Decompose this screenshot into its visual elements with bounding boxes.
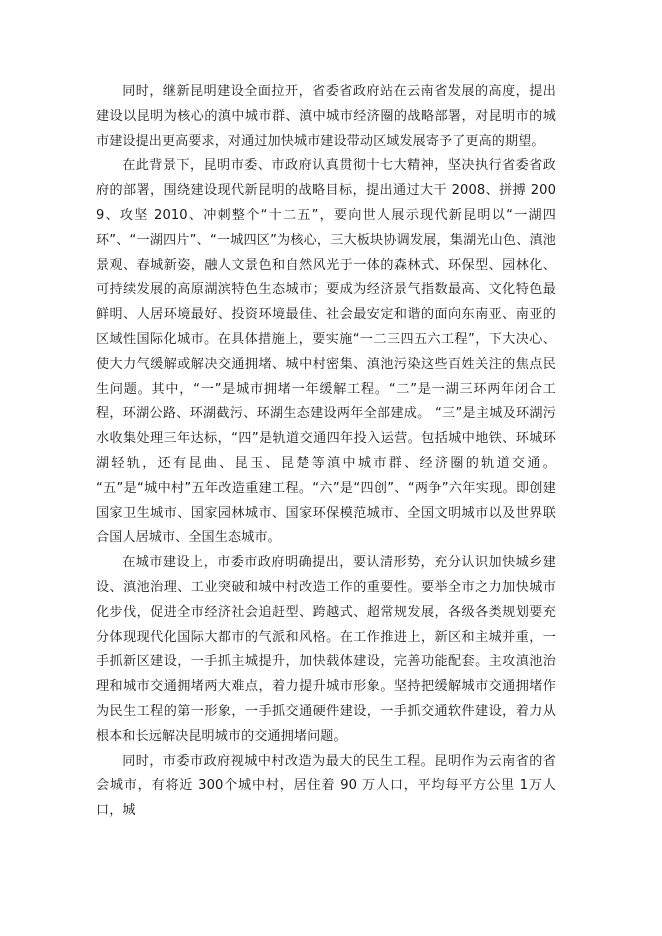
paragraph-municipal-plan: 在此背景下，昆明市委、市政府认真贯彻十七大精神，坚决执行省委省政府的部署，围绕建设现代新昆明的战略目标，提出通过大干 2008、拼搏 2009、攻坚 2010、冲刺整个“十二五”，要向世人展示现代新昆明以“一湖四环”、“一湖四片”、“一城四区”为核心，三大板块协调发展，集湖光山色、滇池景观、春城新姿，融人文景色和自然风光于一体的森林式、环保型、园林化、可持续发展的高原湖滨特色生态城市；要成为经济景气指数最高、文化特色最鲜明、人居环境最好、投资环境最佳、社会最安定和谐的面向东南亚、南亚的区域性国际化城市。在具体措施上，要实施“一二三四五六工程”，下大决心、使大力气缓解或解决交通拥堵、城中村密集、滇池污染这些百姓关注的焦点民生问题。其中，“一”是城市拥堵一年缓解工程。“二”是一湖三环两年闭合工程，环湖公路、环湖截污、环湖生态建设两年全部建成。 “三”是主城及环湖污水收集处理三年达标，“四”是轨道交通四年投入运营。包括城中地铁、环城环湖轻轨，还有昆曲、昆玉、昆楚等滇中城市群、经济圈的轨道交通。 “五”是“城中村”五年改造重建工程。“六”是“四创”、“两争”六年实现。即创建国家卫生城市、国家园林城市、国家环保模范城市、全国文明城市以及世界联合国人居城市、全国生态城市。 — [96, 158, 556, 546]
paragraph-intro-provincial-strategy: 同时，继新昆明建设全面拉开，省委省政府站在云南省发展的高度，提出建设以昆明为核心的滇中城市群、滇中城市经济圈的战略部署，对昆明市的城市建设提出更高要求，对通过加快城市建设带动区域发展寄予了更高的期望。 — [96, 84, 556, 149]
document-body — [96, 80, 556, 824]
paragraph-urban-construction: 在城市建设上，市委市政府明确提出，要认清形势，充分认识加快城乡建设、滇池治理、工业突破和城中村改造工作的重要性。要举全市之力加快城市化步伐，促进全市经济社会追赶型、跨越式、超常规发展，各级各类规划要充分体现现代化国际大都市的气派和风格。在工作推进上，新区和主城并重，一手抓新区建设，一手抓主城提升，加快载体建设，完善功能配套。主攻滇池治理和城市交通拥堵两大难点，着力提升城市形象。坚持把缓解城市交通拥堵作为民生工程的第一形象，一手抓交通硬件建设，一手抓交通软件建设，着力从根本和长远解决昆明城市的交通拥堵问题。 — [96, 555, 556, 744]
paragraph-urban-village-renovation: 同时，市委市政府视城中村改造为最大的民生工程。昆明作为云南省的省会城市，有将近 300个城中村，居住着 90 万人口，平均每平方公里 1万人口，城 — [96, 753, 556, 819]
